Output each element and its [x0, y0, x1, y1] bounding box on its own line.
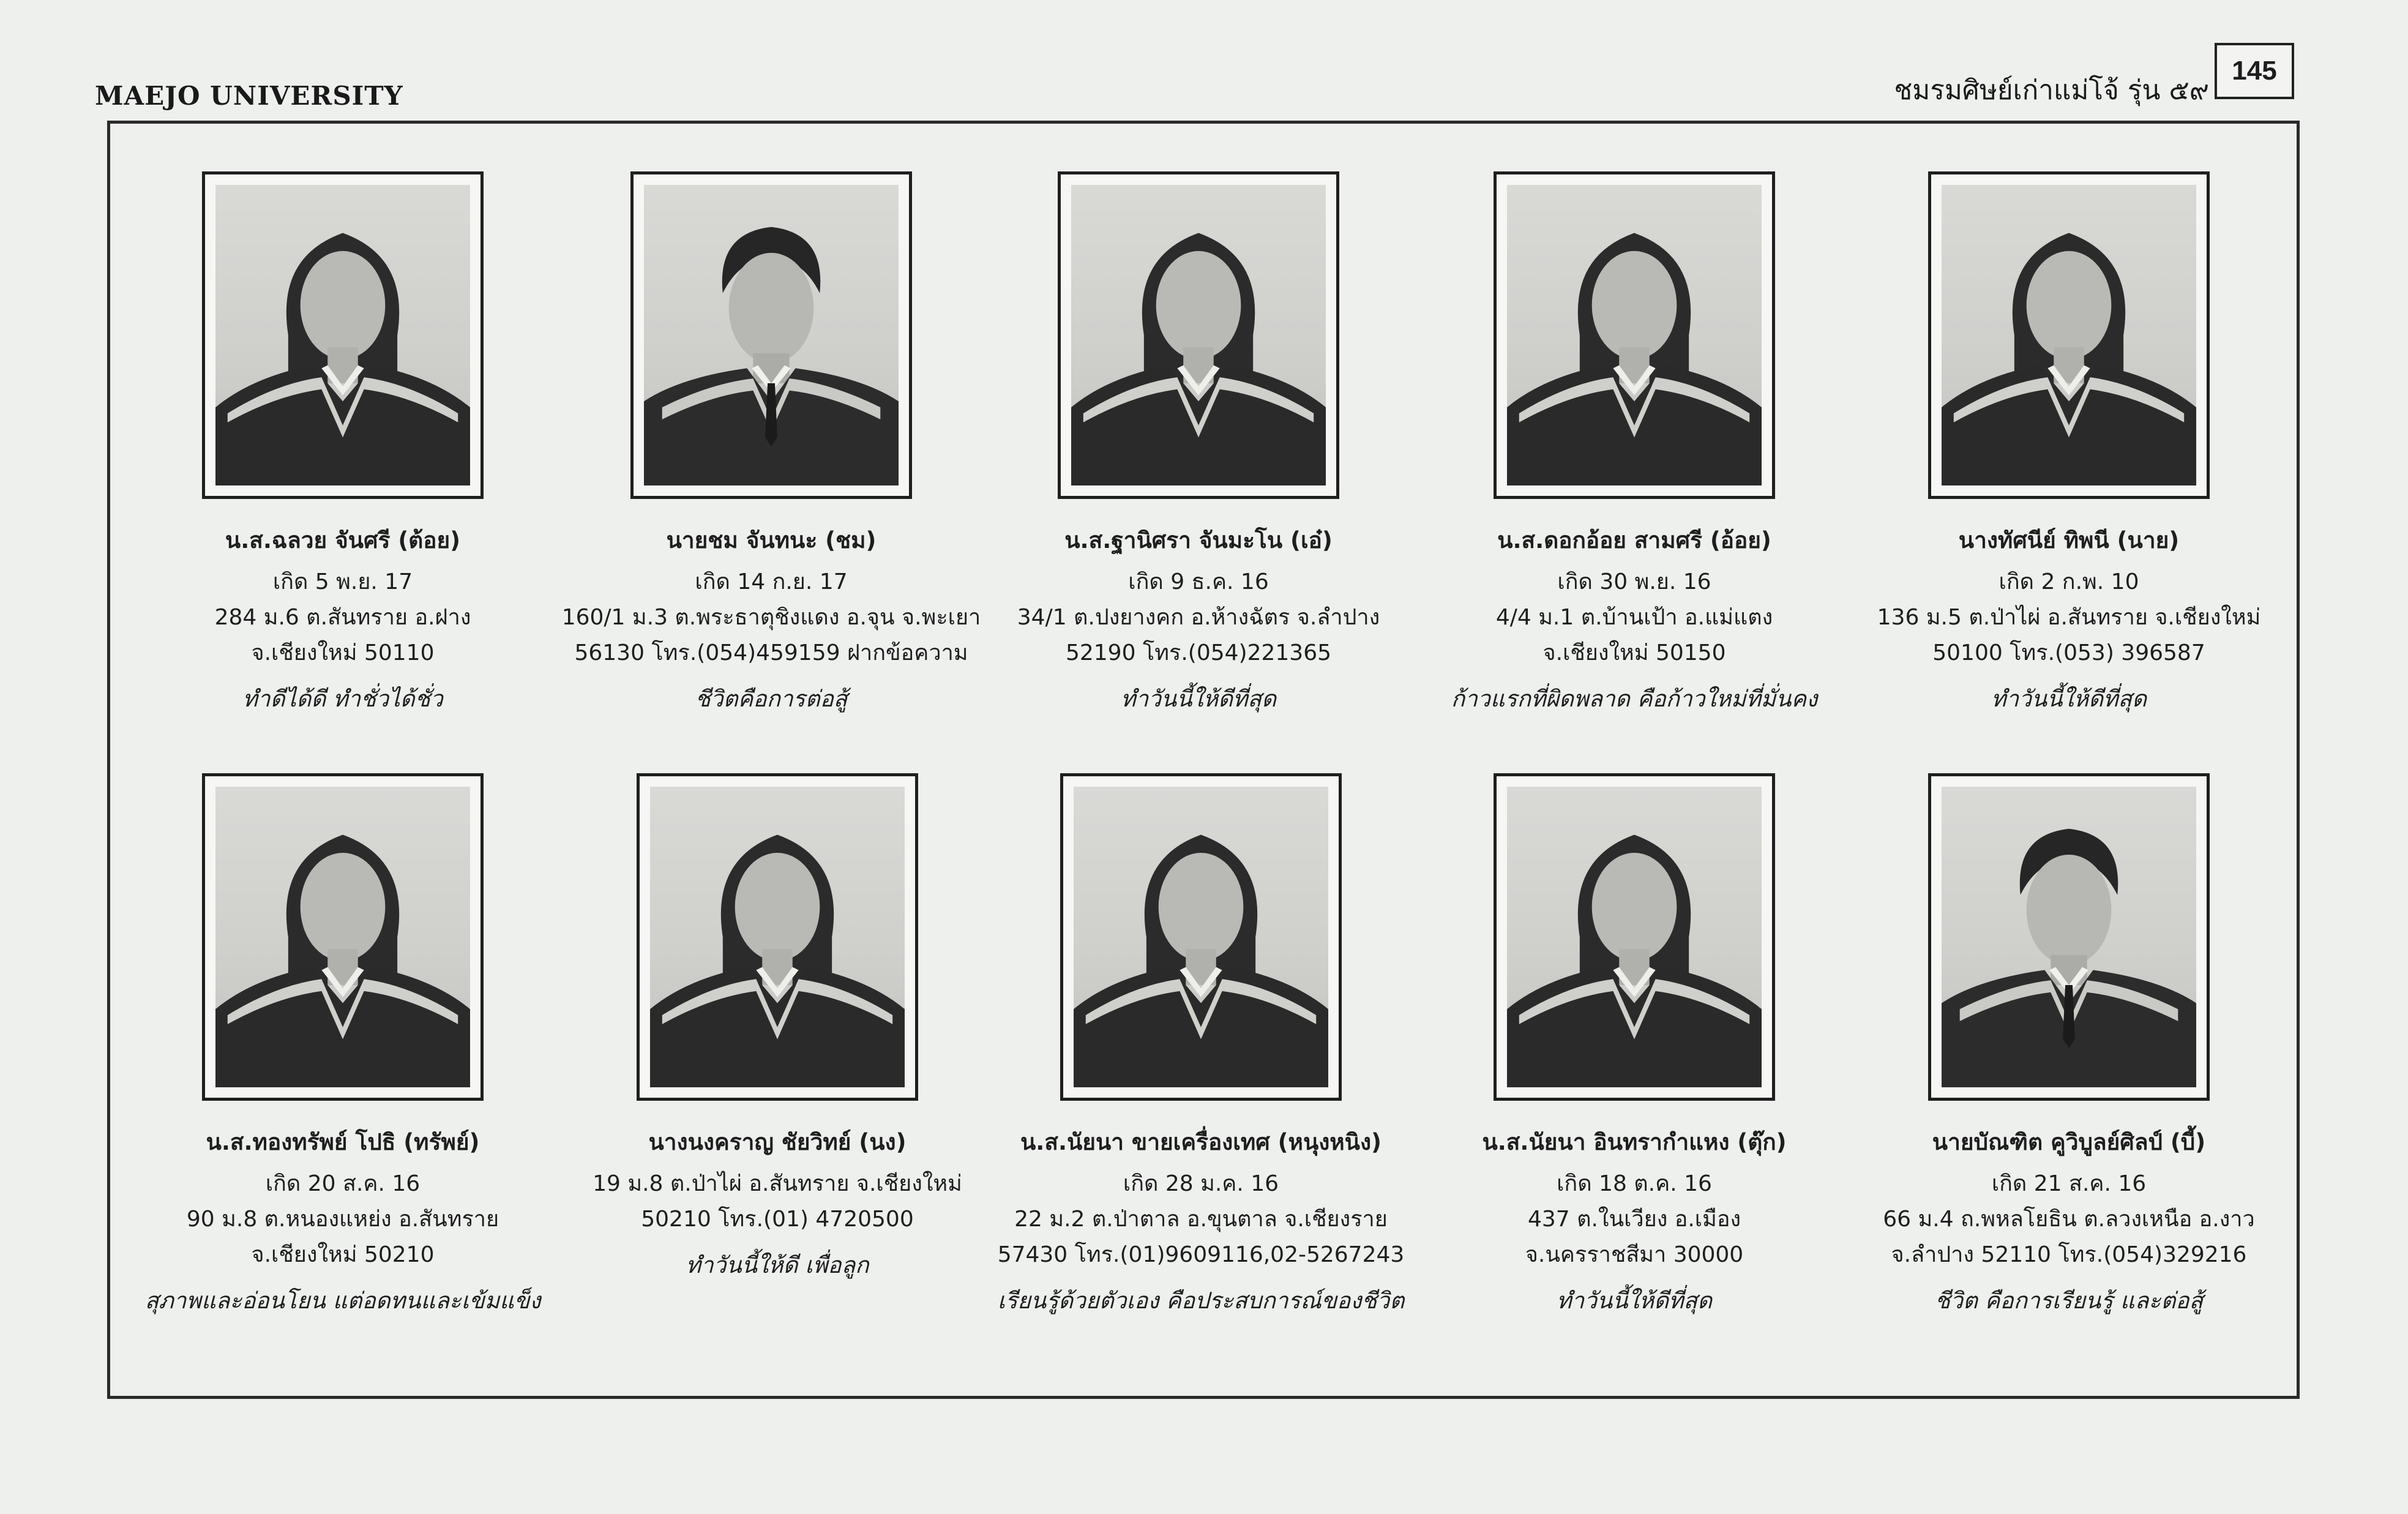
profile-card — [545, 171, 998, 717]
motto: ทำดีได้ดี ทำชั่วได้ชั่ว — [242, 686, 443, 712]
portrait-graphic — [215, 185, 470, 485]
address-line-1: 19 ม.8 ต.ป่าไผ่ อ.สันทราย จ.เชียงใหม่ — [593, 1171, 962, 1196]
birth-date: เกิด 9 ธ.ค. 16 — [1128, 569, 1269, 594]
motto: เรียนรู้ด้วยตัวเอง คือประสบการณ์ของชีวิต — [997, 1287, 1405, 1314]
address-line-2: 52190 โทร.(054)221365 — [1065, 640, 1332, 665]
address-line-2: 50210 โทร.(01) 4720500 — [641, 1207, 914, 1232]
alumni-club-title: ชมรมศิษย์เก่าแม่โจ้ รุ่น ๕๙ — [1894, 75, 2209, 106]
profile-card — [1408, 773, 1861, 1319]
address-line-2: จ.เชียงใหม่ 50210 — [251, 1242, 435, 1267]
profile-name: น.ส.นัยนา ขายเครื่องเทศ (หนุงหนิง) — [1020, 1129, 1382, 1155]
profile-name: น.ส.ฉลวย จันศรี (ต้อย) — [225, 527, 461, 553]
profile-card — [1842, 171, 2295, 717]
profile-name: น.ส.ฐานิศรา จันมะโน (เอ๋) — [1064, 527, 1333, 553]
address-line-2: จ.ลำปาง 52110 โทร.(054)329216 — [1891, 1242, 2247, 1267]
photo-inner — [1507, 787, 1762, 1087]
address-line-1: 90 ม.8 ต.หนองแหย่ง อ.สันทราย — [186, 1207, 499, 1232]
address-line-1: 4/4 ม.1 ต.บ้านเป้า อ.แม่แตง — [1495, 605, 1773, 630]
profile-name: นางนงคราญ ชัยวิทย์ (นง) — [648, 1129, 907, 1155]
portrait-graphic — [1071, 185, 1326, 485]
profile-card — [551, 773, 1004, 1283]
address-line-1: 136 ม.5 ต.ป่าไผ่ อ.สันทราย จ.เชียงใหม่ — [1877, 605, 2261, 630]
motto: ชีวิต คือการเรียนรู้ และต่อสู้ — [1934, 1287, 2204, 1314]
photo-inner — [1942, 185, 2196, 485]
address-line-2: จ.เชียงใหม่ 50150 — [1542, 640, 1726, 665]
address-line-2: 56130 โทร.(054)459159 ฝากข้อความ — [574, 640, 968, 665]
address-line-1: 22 ม.2 ต.ป่าตาล อ.ขุนตาล จ.เชียงราย — [1014, 1207, 1388, 1232]
portrait-graphic — [1507, 787, 1762, 1087]
photo-inner — [215, 185, 470, 485]
address-line-1: 66 ม.4 ถ.พหลโยธิน ต.ลวงเหนือ อ.งาว — [1883, 1207, 2255, 1232]
university-name: MAEJO UNIVERSITY — [95, 81, 403, 111]
profile-name: น.ส.นัยนา อินทรากำแหง (ตุ๊ก) — [1482, 1129, 1787, 1155]
profile-name: นายชม จันทนะ (ชม) — [666, 527, 877, 553]
profile-name: น.ส.ดอกอ้อย สามศรี (อ้อย) — [1497, 527, 1771, 553]
portrait-graphic — [1507, 185, 1762, 485]
profile-card — [1408, 171, 1861, 717]
profile-card — [1842, 773, 2295, 1319]
address-line-2: 50100 โทร.(053) 396587 — [1932, 640, 2205, 665]
photo-inner — [1071, 185, 1326, 485]
graduation-photo — [1928, 773, 2210, 1101]
photo-inner — [1507, 185, 1762, 485]
profile-card — [974, 773, 1427, 1319]
profile-card — [972, 171, 1425, 717]
portrait-graphic — [650, 787, 905, 1087]
motto: ชีวิตคือการต่อสู้ — [695, 686, 848, 712]
page-number-badge — [2215, 43, 2294, 99]
birth-date: เกิด 2 ก.พ. 10 — [1999, 569, 2139, 594]
portrait-graphic — [1074, 787, 1328, 1087]
address-line-1: 160/1 ม.3 ต.พระธาตุชิงแดง อ.จุน จ.พะเยา — [561, 605, 981, 630]
profile-card — [116, 773, 569, 1319]
photo-inner — [644, 185, 899, 485]
address-line-1: 284 ม.6 ต.สันทราย อ.ฝาง — [214, 605, 471, 630]
birth-date: เกิด 28 ม.ค. 16 — [1123, 1171, 1279, 1196]
profile-name: นายบัณฑิต คูวิบูลย์ศิลป์ (บี้) — [1932, 1129, 2206, 1155]
birth-date: เกิด 20 ส.ค. 16 — [265, 1171, 421, 1196]
graduation-photo — [637, 773, 918, 1101]
motto: ทำวันนี้ให้ดี เพื่อลูก — [686, 1252, 869, 1278]
photo-inner — [650, 787, 905, 1087]
graduation-photo — [1058, 171, 1339, 499]
portrait-graphic — [215, 787, 470, 1087]
birth-date: เกิด 5 พ.ย. 17 — [272, 569, 413, 594]
graduation-photo — [1494, 773, 1775, 1101]
profile-card — [116, 171, 569, 717]
motto: สุภาพและอ่อนโยน แต่อดทนและเข้มแข็ง — [144, 1287, 541, 1314]
motto: ทำวันนี้ให้ดีที่สุด — [1120, 686, 1276, 712]
profile-name: น.ส.ทองทรัพย์ โปธิ (ทรัพย์) — [206, 1129, 480, 1155]
photo-inner — [1942, 787, 2196, 1087]
graduation-photo — [630, 171, 912, 499]
portrait-graphic — [644, 185, 899, 485]
address-line-2: จ.เชียงใหม่ 50110 — [251, 640, 435, 665]
portrait-graphic — [1942, 787, 2196, 1087]
address-line-2: 57430 โทร.(01)9609116,02-5267243 — [997, 1242, 1405, 1267]
motto: ทำวันนี้ให้ดีที่สุด — [1991, 686, 2147, 712]
graduation-photo — [1494, 171, 1775, 499]
birth-date: เกิด 14 ก.ย. 17 — [695, 569, 848, 594]
graduation-photo — [1060, 773, 1342, 1101]
motto: ทำวันนี้ให้ดีที่สุด — [1556, 1287, 1712, 1314]
graduation-photo — [1928, 171, 2210, 499]
birth-date: เกิด 21 ส.ค. 16 — [1991, 1171, 2147, 1196]
portrait-graphic — [1942, 185, 2196, 485]
motto: ก้าวแรกที่ผิดพลาด คือก้าวใหม่ที่มั่นคง — [1451, 686, 1818, 712]
photo-inner — [215, 787, 470, 1087]
address-line-1: 34/1 ต.ปงยางคก อ.ห้างฉัตร จ.ลำปาง — [1017, 605, 1380, 630]
address-line-1: 437 ต.ในเวียง อ.เมือง — [1527, 1207, 1741, 1232]
graduation-photo — [202, 773, 484, 1101]
graduation-photo — [202, 171, 484, 499]
birth-date: เกิด 30 พ.ย. 16 — [1557, 569, 1711, 594]
birth-date: เกิด 18 ต.ค. 16 — [1557, 1171, 1712, 1196]
page-number: 145 — [2232, 56, 2277, 86]
address-line-2: จ.นครราชสีมา 30000 — [1525, 1242, 1744, 1267]
profile-name: นางทัศนีย์ ทิพนี (นาย) — [1958, 527, 2180, 553]
photo-inner — [1074, 787, 1328, 1087]
